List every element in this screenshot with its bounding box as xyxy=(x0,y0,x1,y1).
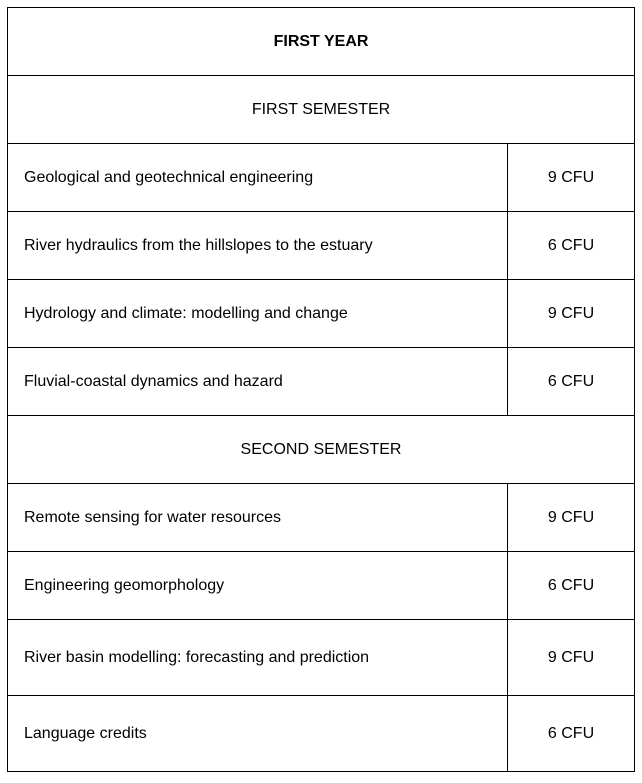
course-row xyxy=(8,552,635,620)
course-row xyxy=(8,348,635,416)
course-name: Language credits xyxy=(8,696,508,772)
course-credits: 6 CFU xyxy=(508,348,635,416)
course-row xyxy=(8,212,635,280)
course-name: River basin modelling: forecasting and prediction xyxy=(8,620,508,696)
course-name: Hydrology and climate: modelling and change xyxy=(8,280,508,348)
course-credits: 9 CFU xyxy=(508,280,635,348)
course-row xyxy=(8,620,635,696)
course-name: Remote sensing for water resources xyxy=(8,484,508,552)
course-name: Geological and geotechnical engineering xyxy=(8,144,508,212)
course-credits: 9 CFU xyxy=(508,484,635,552)
course-credits: 6 CFU xyxy=(508,696,635,772)
course-credits: 9 CFU xyxy=(508,620,635,696)
semester-header-row xyxy=(8,76,635,144)
semester-title: FIRST SEMESTER xyxy=(8,76,635,144)
curriculum-table xyxy=(7,7,635,772)
semester-title: SECOND SEMESTER xyxy=(8,416,635,484)
semester-header-row xyxy=(8,416,635,484)
course-row xyxy=(8,144,635,212)
course-credits: 6 CFU xyxy=(508,552,635,620)
course-credits: 9 CFU xyxy=(508,144,635,212)
course-name: River hydraulics from the hillslopes to the estuary xyxy=(8,212,508,280)
course-row xyxy=(8,280,635,348)
course-row xyxy=(8,696,635,772)
course-row xyxy=(8,484,635,552)
course-name: Engineering geomorphology xyxy=(8,552,508,620)
course-credits: 6 CFU xyxy=(508,212,635,280)
year-title: FIRST YEAR xyxy=(8,8,635,76)
year-header-row xyxy=(8,8,635,76)
course-name: Fluvial-coastal dynamics and hazard xyxy=(8,348,508,416)
